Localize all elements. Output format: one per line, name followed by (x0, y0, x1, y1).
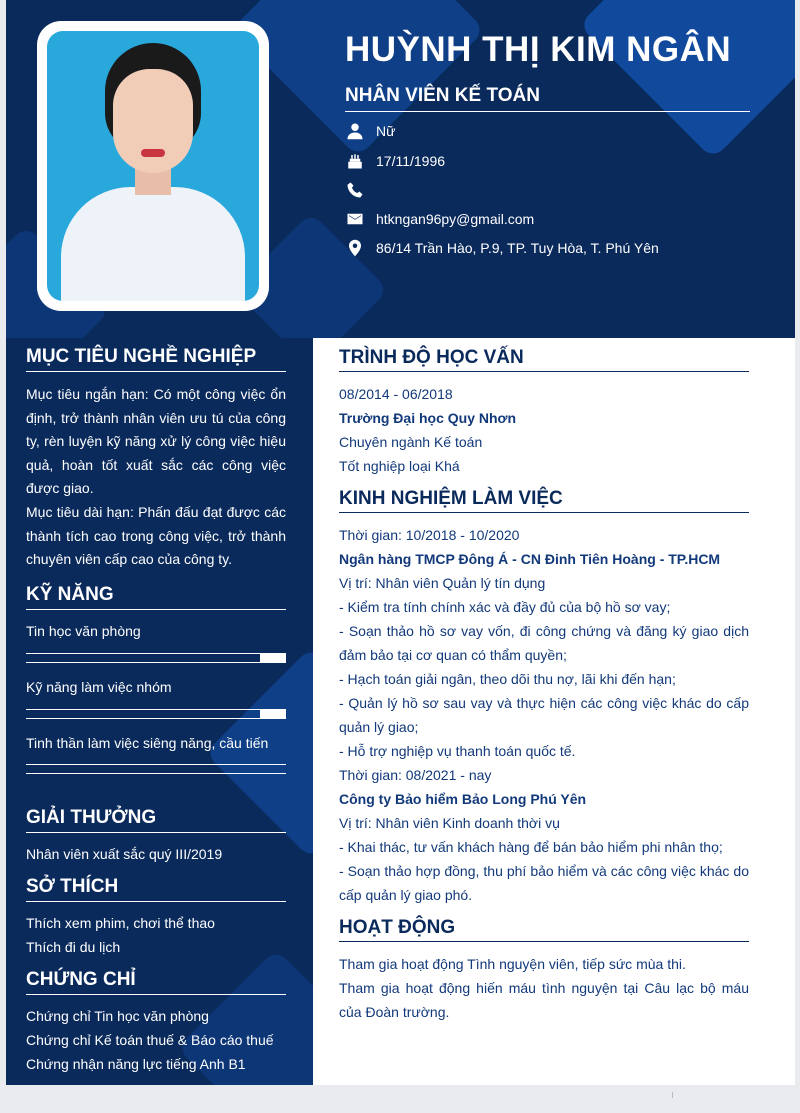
skill-bar (26, 764, 286, 774)
person-icon (345, 121, 365, 141)
hobby-item: Thích đi du lịch (26, 939, 121, 955)
page-break-mark (672, 1092, 673, 1098)
job-position: Vị trí: Nhân viên Kinh doanh thời vụ (339, 815, 560, 831)
skill-name: Tin học văn phòng (26, 623, 141, 639)
job-duty: - Hỗ trợ nghiệp vụ thanh toán quốc tế. (339, 743, 576, 759)
job-duties (339, 595, 749, 763)
activity-item: Tham gia hoạt động hiến máu tình nguyện tại Câu lạc bộ máu của Đoàn trường. (339, 980, 749, 1020)
skill-bar (26, 653, 286, 663)
location-pin-icon (345, 238, 365, 258)
contact-value[interactable]: htkngan96py@gmail.com (376, 211, 535, 227)
profile-photo (47, 31, 259, 301)
section-title-objective: MỤC TIÊU NGHỀ NGHIỆP (26, 346, 286, 372)
job-period: Thời gian: 08/2021 - nay (339, 767, 492, 783)
section-title-certificates: CHỨNG CHỈ (26, 969, 286, 995)
contact-phone (345, 180, 376, 200)
section-title-skills: KỸ NĂNG (26, 584, 286, 610)
contact-birthday (345, 151, 445, 171)
education-period: 08/2014 - 06/2018 (339, 386, 453, 402)
certificate-item: Chứng chỉ Tin học văn phòng (26, 1008, 209, 1024)
objective-short-term: Mục tiêu ngắn hạn: Có một công việc ổn định, trở thành nhân viên ưu tú của công ty, rèn luyện kỹ năng xử lý công việc hiệu quả, hoàn tốt xuất sắc các công việc được giao. (26, 386, 286, 497)
education-major: Chuyên ngành Kế toán (339, 434, 483, 450)
skill-name: Tinh thần làm việc siêng năng, cầu tiến (26, 735, 269, 751)
objective-text (26, 383, 286, 572)
section-title-education: TRÌNH ĐỘ HỌC VẤN (339, 347, 749, 372)
contact-gender (345, 121, 395, 141)
contact-value: 17/11/1996 (376, 153, 446, 169)
skill-name: Kỹ năng làm việc nhóm (26, 679, 172, 695)
skill-bar (26, 709, 286, 719)
section-title-hobbies: SỞ THÍCH (26, 876, 286, 902)
job-company: Công ty Bảo hiểm Bảo Long Phú Yên (339, 791, 587, 807)
section-title-experience: KINH NGHIỆM LÀM VIỆC (339, 488, 749, 513)
job-company: Ngân hàng TMCP Đông Á - CN Đinh Tiên Hoàng - TP.HCM (339, 551, 721, 567)
birthday-cake-icon (345, 151, 365, 171)
phone-icon (345, 180, 365, 200)
section-title-awards: GIẢI THƯỞNG (26, 807, 286, 833)
job-period: Thời gian: 10/2018 - 10/2020 (339, 527, 520, 543)
job-duty: - Kiểm tra tính chính xác và đầy đủ của bộ hồ sơ vay; (339, 599, 671, 615)
job-duty: - Hạch toán giải ngân, theo dõi thu nợ, lãi khi đến hạn; (339, 671, 676, 687)
award-item: Nhân viên xuất sắc quý III/2019 (26, 846, 223, 862)
header (6, 0, 795, 338)
job-title: NHÂN VIÊN KẾ TOÁN (345, 85, 750, 112)
left-sidebar (6, 338, 313, 1085)
contact-address (345, 238, 659, 258)
skill-bar-remainder (260, 710, 286, 718)
education-school: Trường Đại học Quy Nhơn (339, 410, 517, 426)
job-position: Vị trí: Nhân viên Quản lý tín dụng (339, 575, 546, 591)
education-grade: Tốt nghiệp loại Khá (339, 458, 460, 474)
decorative-shape (579, 0, 795, 159)
contact-email[interactable] (345, 209, 534, 229)
certificate-item: Chứng nhận năng lực tiếng Anh B1 (26, 1056, 246, 1072)
job-duty: - Quản lý hồ sơ sau vay và thực hiện các công việc khác do cấp quản lý giao; (339, 695, 749, 735)
contact-value: 86/14 Trần Hào, P.9, TP. Tuy Hòa, T. Phú Yên (376, 240, 659, 256)
job-duties (339, 835, 749, 907)
email-icon (345, 209, 365, 229)
skill-bar-remainder (260, 654, 286, 662)
candidate-name: HUỲNH THỊ KIM NGÂN (345, 30, 732, 69)
cv-page (6, 0, 795, 1085)
section-title-activities: HOẠT ĐỘNG (339, 917, 749, 942)
job-duty: - Soạn thảo hợp đồng, thu phí bảo hiểm và các công việc khác do cấp quản lý giao phó. (339, 863, 749, 903)
job-duty: - Soạn thảo hồ sơ vay vốn, đi công chứng và đăng ký giao dịch đảm bảo tại cơ quan có thẩm quyền; (339, 623, 749, 663)
contact-value: Nữ (376, 123, 396, 139)
activity-item: Tham gia hoạt động Tình nguyện viên, tiếp sức mùa thi. (339, 956, 686, 972)
hobby-item: Thích xem phim, chơi thể thao (26, 915, 215, 931)
activities-list (339, 952, 749, 1024)
profile-photo-frame (37, 21, 269, 311)
certificate-item: Chứng chỉ Kế toán thuế & Báo cáo thuế (26, 1032, 274, 1048)
job-duty: - Khai thác, tư vấn khách hàng để bán bảo hiểm phi nhân thọ; (339, 839, 723, 855)
objective-long-term: Mục tiêu dài hạn: Phấn đấu đạt được các thành tích cao trong công việc, trở thành chuyên viên cấp cao của công ty. (26, 503, 286, 568)
